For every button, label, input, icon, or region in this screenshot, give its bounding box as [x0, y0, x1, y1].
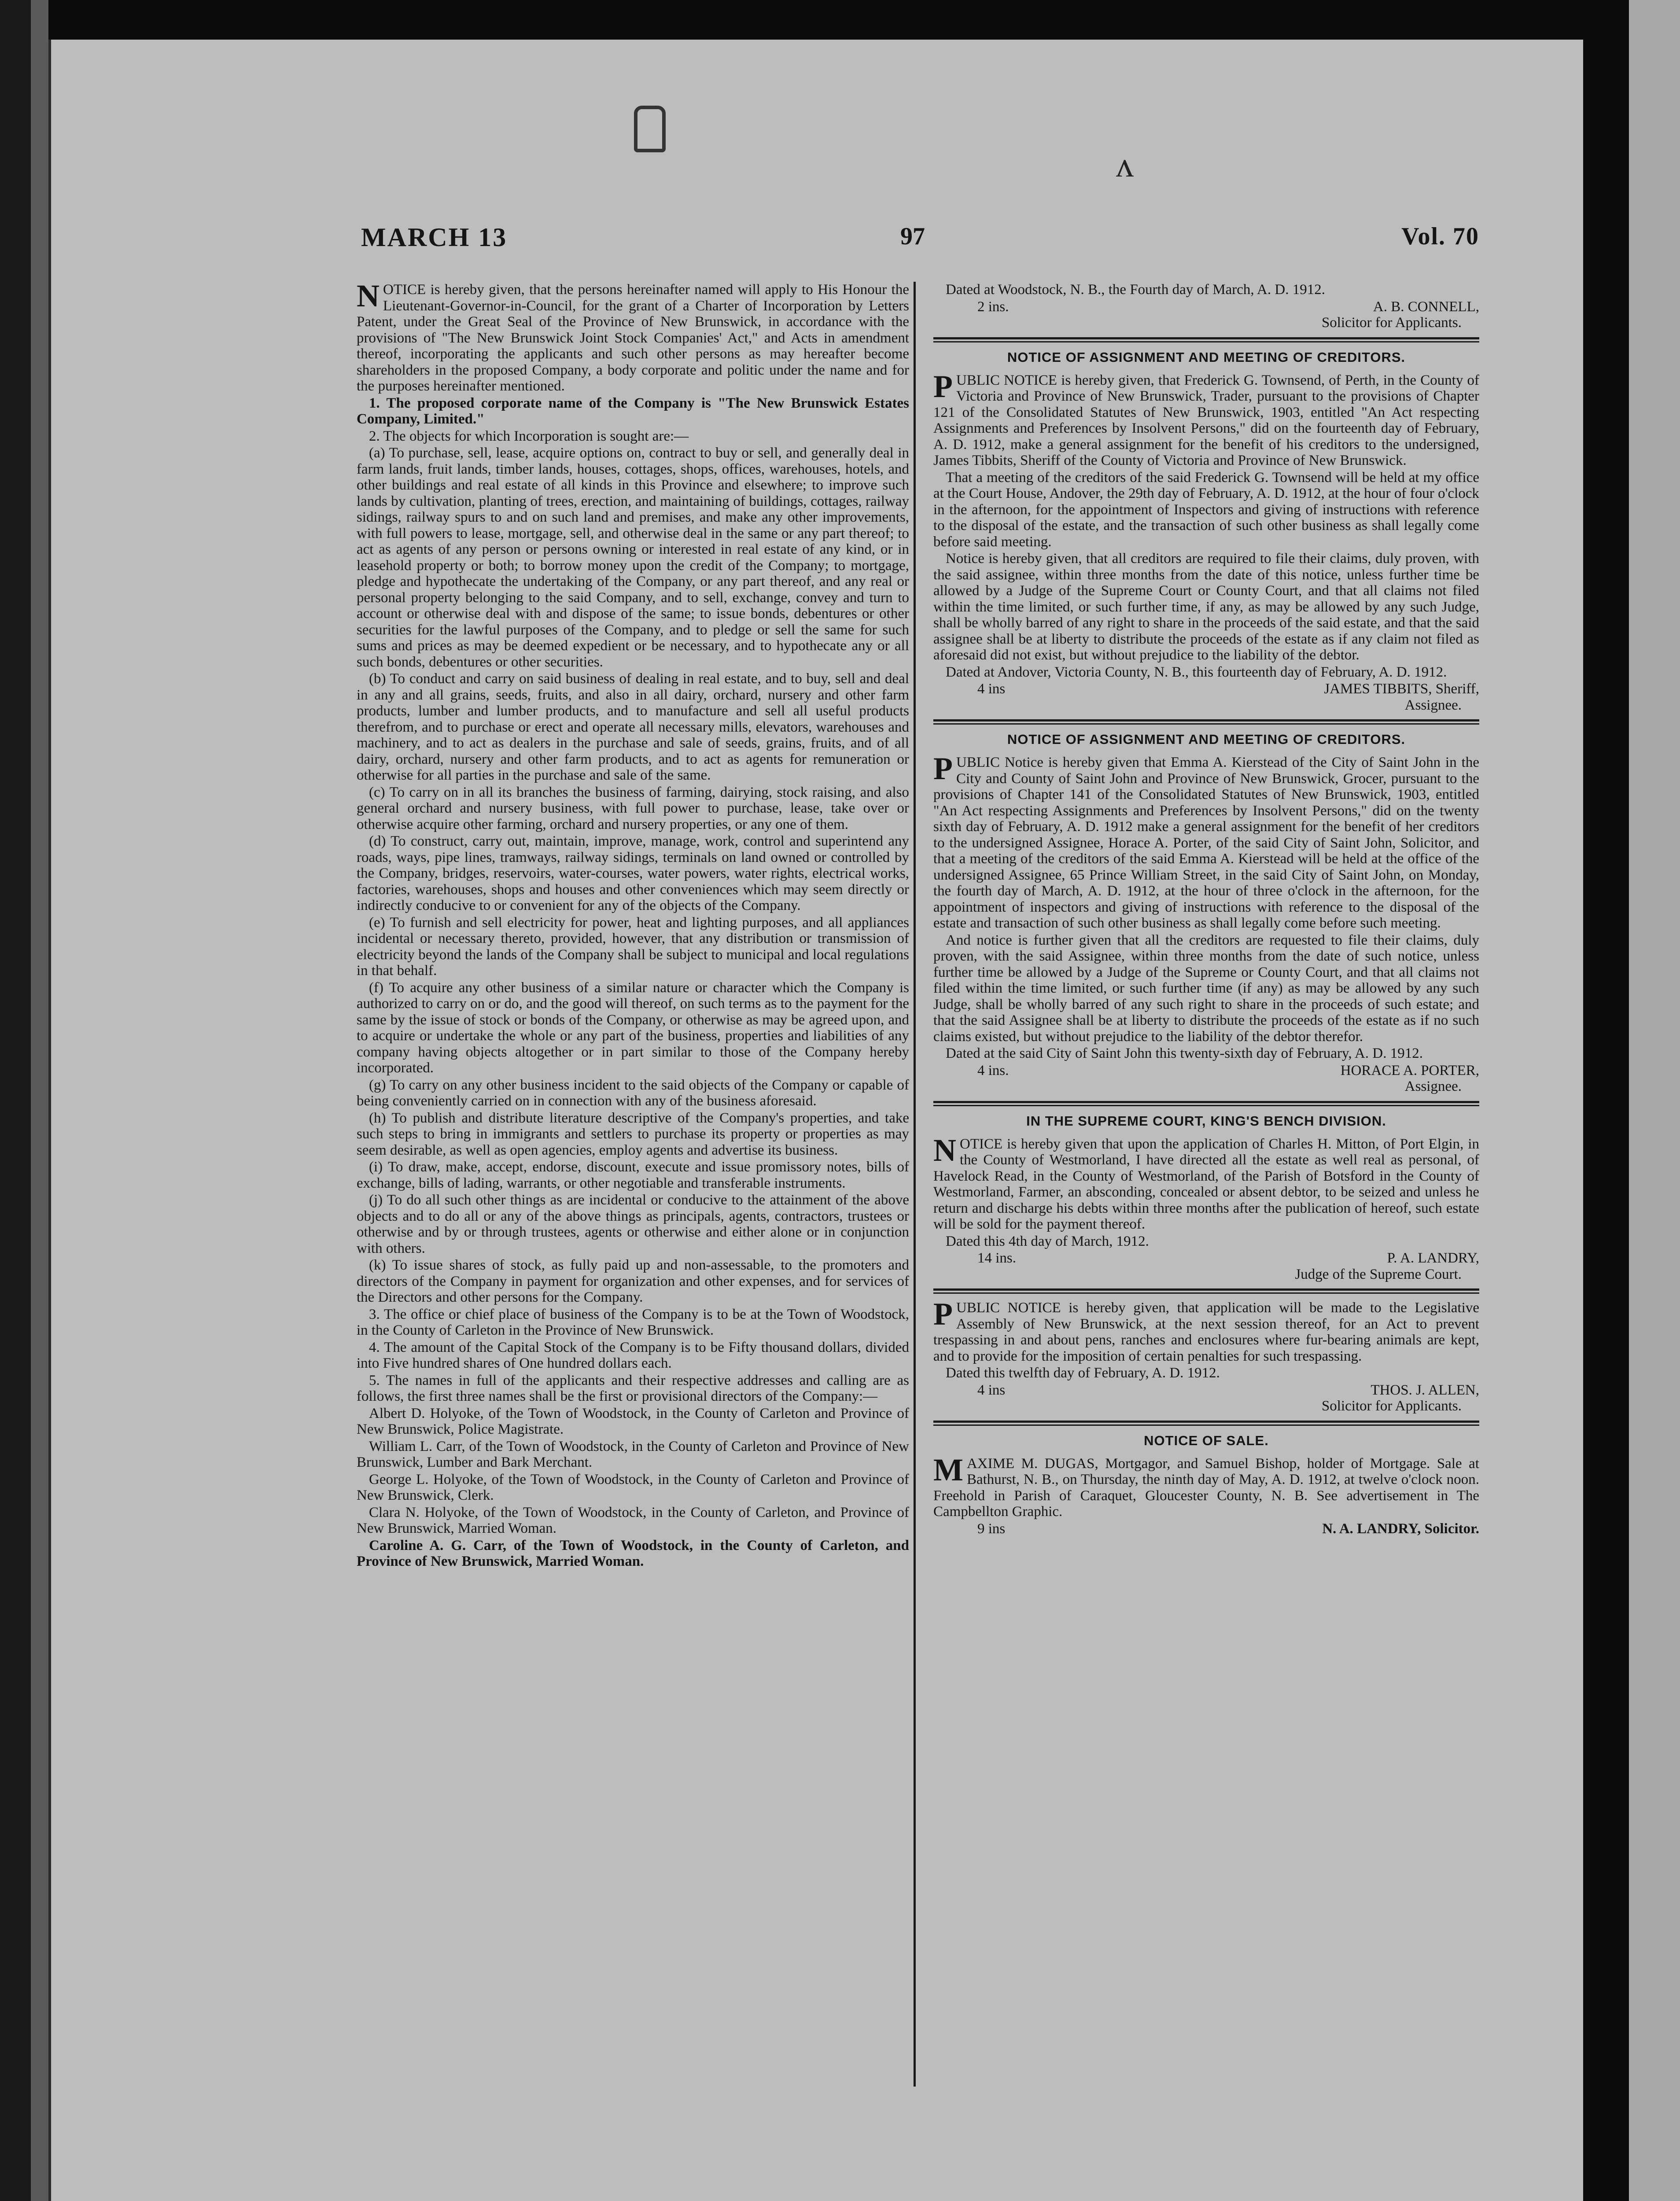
binding-edge — [31, 0, 48, 2201]
notice-paragraph: MAXIME M. DUGAS, Mortgagor, and Samuel Bishop, holder of Mortgage. Sale at Bathurst, N. B., on Thursday, the ninth day of May, A. D. 1912, at twelve o'clock noon. Freehold in Parish of Caraquet, Gloucester County, N. B. See advertisement in The Campbellton Graphic. — [933, 1452, 1479, 1520]
notice-paragraph: PUBLIC NOTICE is hereby given, that application will be made to the Legislative Assembly of New Brunswick, at the next session thereof, for an Act to prevent trespassing in and about pens, ranches and enclosures where fur-bearing animals are kept, and to provide for the imposition of certain penalties for such trespassing. — [933, 1296, 1479, 1364]
signature-row — [933, 1063, 1479, 1079]
signatory-name: THOS. J. ALLEN, — [1371, 1382, 1479, 1398]
insertion-count: 4 ins — [977, 681, 1006, 697]
dated-line: Dated this 4th day of March, 1912. — [946, 1233, 1149, 1249]
item-2i: (i) To draw, make, accept, endorse, discount, execute and issue promissory notes, bills of exchange, bills of lading, warrants, or other negotiable and transferable instruments. — [357, 1159, 909, 1191]
item-2a: (a) To purchase, sell, lease, acquire options on, contract to buy or sell, and generally deal in farm lands, fruit lands, timber lands, houses, cottages, shops, offices, warehouses, hotels, and other buildings and real estate of all kinds in this Province and elsewhere; to improve such lands by cultivation, planting of trees, erection, and maintaining of buildings, cottages, railway sidings, railway spurs to and on such land and premises, and make any other improvements, with full powers to lease, mortgage, sell, and otherwise deal in the same or any part thereof; to act as agents of any person or persons owning or interested in real estate of any kind, or in leasehold property or both; to borrow money upon the credit of the Company; to mortgage, pledge and hypothecate the undertaking of the Company, or any part thereof, and any real or personal property belonging to the said Company, and to sell, exchange, convey and turn to account or otherwise deal with and dispose of the same; to issue bonds, debentures or other securities for the lawful purposes of the Company, and to pledge or sell the same for such sums and prices as may be deemed expedient or be necessary, and to hypothecate any or all such bonds, debentures or other securities. — [357, 445, 909, 670]
signatory-title: Assignee. — [1404, 697, 1462, 713]
item-2e: (e) To furnish and sell electricity for power, heat and lighting purposes, and all appliances incidental or necessary thereto, provided, however, that any distribution or transmission of electricity beyond the lands of the Company shall be subject to municipal and local regulations in that behalf. — [357, 914, 909, 979]
applicant-entry: William L. Carr, of the Town of Woodstock, in the County of Carleton and Province of New Brunswick, Lumber and Bark Merchant. — [357, 1438, 909, 1470]
notice-paragraph: PUBLIC Notice is hereby given that Emma A. Kierstead of the City of Saint John in the City and County of Saint John and Province of New Brunswick, Grocer, pursuant to the provisions of Chapter 141 of the Consolidated Statutes of New Brunswick, 1903, entitled "An Act respecting Assignments and Preferences by Insolvent Persons," did on the twenty sixth day of February, A. D. 1912 make a general assignment for the benefit of her creditors to the undersigned Assignee, Horace A. Porter, of the said City of Saint John, Solicitor, and that a meeting of the creditors of the said Emma A. Kierstead will be held at the office of the undersigned Assignee, 65 Prince William Street, in the said City of Saint John, on Monday, the fourth day of March, A. D. 1912, at the hour of three o'clock in the afternoon, for the appointment of inspectors and giving of instructions with reference to the disposal of the estate and transaction of such other business as shall legally come before such meeting. — [933, 751, 1479, 931]
issue-date: MARCH 13 — [361, 223, 508, 252]
insertion-count: 4 ins. — [977, 1062, 1009, 1078]
signatory-name: HORACE A. PORTER, — [1340, 1062, 1479, 1078]
item-2f: (f) To acquire any other business of a similar nature or character which the Company is authorized to carry on or do, and the good will thereof, on such terms as to the payment for the same by the issue of stock or bonds of the Company, or otherwise as may be agreed upon, and to acquire or undertake the whole or any part of the business, properties and liabilities of any company having objects altogether or in part similar to those of the Company hereby incorporated. — [357, 979, 909, 1076]
item-2h: (h) To publish and distribute literature descriptive of the Company's properties, and take such steps to bring in immigrants and settlers to purchase its property or properties as may seem desirable, as well as open agencies, employ agents and advertise its business. — [357, 1110, 909, 1158]
notice-heading: IN THE SUPREME COURT, KING'S BENCH DIVISION. — [1026, 1113, 1386, 1129]
page-number: 97 — [900, 223, 925, 250]
dated-line: Dated at Woodstock, N. B., the Fourth day of March, A. D. 1912. — [946, 282, 1325, 298]
notice-heading: NOTICE OF ASSIGNMENT AND MEETING OF CREDITORS. — [1007, 349, 1406, 365]
item-4: 4. The amount of the Capital Stock of the Company is to be Fifty thousand dollars, divided into Five hundred shares of One hundred dollars each. — [357, 1339, 909, 1371]
section-rule — [933, 719, 1479, 725]
item-5: 5. The names in full of the applicants and their respective addresses and calling are as follows, the first three names shall be the first or provisional directors of the Company:— — [357, 1372, 909, 1404]
signatory-title: Solicitor for Applicants. — [1321, 315, 1462, 331]
notice-heading: NOTICE OF SALE. — [1144, 1432, 1269, 1448]
insertion-count: 9 ins — [977, 1520, 1006, 1537]
notice-paragraph: PUBLIC NOTICE is hereby given, that Frederick G. Townsend, of Perth, in the County of Victoria and Province of New Brunswick, Trader, pursuant to the provisions of Chapter 121 of the Consolidated Statutes of New Brunswick, 1903, entitled "An Act respecting Assignments and Preferences by Insolvent Persons," did on the fourteenth day of February, A. D. 1912, make a general assignment for the benefit of his creditors to the undersigned, James Tibbits, Sheriff of the County of Victoria and Province of New Brunswick. — [933, 368, 1479, 468]
signature-row — [933, 1250, 1479, 1266]
incorporation-notice-intro: NOTICE is hereby given, that the persons hereinafter named will apply to His Honour the Lieutenant-Governor-in-Council, for the grant of a Charter of Incorporation by Letters Patent, under the Great Seal of the Province of New Brunswick, in accordance with the provisions of "The New Brunswick Joint Stock Companies' Act," and Acts in amendment thereof, incorporating the applicants and such other persons as may hereafter become shareholders in the proposed Company, a body corporate and politic under the name and for the purposes hereinafter mentioned. — [357, 278, 909, 394]
insertion-count: 2 ins. — [977, 298, 1009, 315]
signatory-title: Assignee. — [1404, 1078, 1462, 1094]
signature-row — [933, 681, 1479, 697]
drop-cap: N — [933, 1132, 956, 1168]
left-column — [357, 278, 909, 1571]
drop-cap: P — [933, 751, 953, 786]
page-gap — [1581, 0, 1629, 2201]
applicant-entry: George L. Holyoke, of the Town of Woodstock, in the County of Carleton and Province of New Brunswick, Clerk. — [357, 1471, 909, 1503]
notice-heading: NOTICE OF ASSIGNMENT AND MEETING OF CREDITORS. — [1007, 732, 1406, 747]
section-rule — [933, 1101, 1479, 1106]
signatory-title: Judge of the Supreme Court. — [1295, 1266, 1462, 1282]
item-2g: (g) To carry on any other business incident to the said objects of the Company or capable of being conveniently carried on in connection with any of the business aforesaid. — [357, 1077, 909, 1109]
right-column — [933, 282, 1479, 1537]
item-2j: (j) To do all such other things as are incidental or conducive to the attainment of the above objects and to do all or any of the above things as principals, agents, contractors, trustees or otherwise and by or through trustees, agents or otherwise and either alone or in conjunction with others. — [357, 1192, 909, 1256]
item-3: 3. The office or chief place of business of the Company is to be at the Town of Woodstock, in the County of Carleton in the Province of New Brunswick. — [357, 1306, 909, 1338]
drop-cap: N — [357, 278, 379, 313]
ink-mark-small: ʌ — [1116, 146, 1134, 184]
section-rule — [933, 337, 1479, 342]
signatory-name: P. A. LANDRY, — [1387, 1250, 1479, 1266]
item-2d: (d) To construct, carry out, maintain, improve, manage, work, control and superintend any roads, ways, pipe lines, tramways, railway sidings, terminals on land owned or controlled by the Company, bridges, reservoirs, water-courses, water powers, water rights, electrical works, factories, warehouses, shops and houses and other conveniences which may seem directly or indirectly conducive to or convenient for any of the objects of the Company. — [357, 833, 909, 913]
book-binding — [0, 0, 31, 2201]
volume-number: Vol. 70 — [1401, 223, 1479, 250]
item-2: 2. The objects for which Incorporation is sought are:— — [369, 428, 689, 444]
running-head — [361, 222, 1479, 271]
drop-cap: M — [933, 1452, 963, 1487]
signatory-name: JAMES TIBBITS, Sheriff, — [1324, 681, 1479, 697]
notice-paragraph: Notice is hereby given, that all creditors are required to file their claims, duly proven, with the said assignee, within three months from the date of this notice, unless further time be allowed by a Judge of the Supreme Court or County Court, and that all claims not filed within the time limited, or such further time, if any, as may be allowed by any such Judge, shall be wholly barred of any right to share in the proceeds of the said estate, and that the said assignee shall be at liberty to distribute the proceeds of the estate as if any claim not filed as aforesaid did not exist, but without prejudice to the liability of the debtor. — [933, 551, 1479, 663]
applicant-entry: Clara N. Holyoke, of the Town of Woodstock, in the County of Carleton, and Province of New Brunswick, Married Woman. — [357, 1504, 909, 1536]
notice-paragraph: That a meeting of the creditors of the said Frederick G. Townsend will be held at my office at the Court House, Andover, the 29th day of February, A. D. 1912, at the hour of four o'clock in the afternoon, for the appointment of Inspectors and giving of instructions with reference to the disposal of the estate, and the transaction of such other business as shall legally come before said meeting. — [933, 469, 1479, 550]
signature-row — [933, 299, 1479, 315]
item-2b: (b) To conduct and carry on said business of dealing in real estate, and to buy, sell and deal in any and all grains, seeds, fruits, and also in all dairy, orchard, nursery and other farm products, lumber and lumber products, and to manufacture and sell all useful products therefrom, and to purchase or erect and operate all necessary mills, elevators, warehouses and machinery, and to act as dealers in the purchase and sale of seeds, grains, fruits, and of all dairy, orchard, nursery and other farm products, and to act as agents for remuneration or otherwise for all parties in the purchase and sale of the same. — [357, 671, 909, 783]
applicant-entry: Albert D. Holyoke, of the Town of Woodstock, in the County of Carleton and Province of New Brunswick, Police Magistrate. — [357, 1405, 909, 1437]
insertion-count: 4 ins — [977, 1382, 1006, 1398]
signature-row — [933, 1382, 1479, 1399]
signatory-name: A. B. CONNELL, — [1373, 298, 1479, 315]
adjacent-page-edge — [1629, 0, 1680, 2201]
signatory-name: N. A. LANDRY, Solicitor. — [1322, 1520, 1479, 1537]
item-2k: (k) To issue shares of stock, as fully paid up and non-assessable, to the promoters and directors of the Company in payment for organization and other expenses, and for services of the Directors and other persons for the Company. — [357, 1257, 909, 1305]
section-rule — [933, 1288, 1479, 1294]
drop-cap: P — [933, 368, 953, 404]
section-rule — [933, 1421, 1479, 1426]
drop-cap: P — [933, 1296, 953, 1332]
item-2c: (c) To carry on in all its branches the business of farming, dairying, stock raising, and also general orchard and nursery business, with full power to purchase, lease, take over or otherwise acquire other farming, orchard and nursery properties, or any one of them. — [357, 784, 909, 832]
column-divider — [914, 282, 916, 2087]
signature-row — [933, 1521, 1479, 1537]
dated-line: Dated at the said City of Saint John this twenty-sixth day of February, A. D. 1912. — [946, 1045, 1423, 1061]
item-1: 1. The proposed corporate name of the Company is "The New Brunswick Estates Company, Limited." — [357, 395, 909, 427]
notice-paragraph: And notice is further given that all the creditors are requested to file their claims, duly proven, with the said Assignee, within three months from the date of such notice, unless further time be allowed by a Judge of the Supreme or County Court, and that all claims not filed within the time limited, or such further time (if any) as may be allowed by any such Judge, shall be wholly barred of any such right to share in the proceeds of such estate; and that the said Assignee shall be at liberty to distribute the proceeds of the estate as if no such claims existed, but without prejudice to the liability of the debtor therefor. — [933, 932, 1479, 1045]
ink-mark — [634, 106, 666, 152]
notice-paragraph: NOTICE is hereby given that upon the application of Charles H. Mitton, of Port Elgin, in the County of Westmorland, I have directed all the estate as well real as personal, of Havelock Read, in the County of Westmorland, of the Parish of Botsford in the County of Westmorland, Farmer, an absconding, concealed or absent debtor, to be seized and unless he return and discharge his debts within three months after the publication of hereof, such estate will be sold for the payment thereof. — [933, 1132, 1479, 1232]
insertion-count: 14 ins. — [977, 1250, 1017, 1266]
dated-line: Dated at Andover, Victoria County, N. B., this fourteenth day of February, A. D. 1912. — [946, 664, 1447, 680]
signatory-title: Solicitor for Applicants. — [1321, 1398, 1462, 1414]
applicant-entry: Caroline A. G. Carr, of the Town of Woodstock, in the County of Carleton, and Province of New Brunswick, Married Woman. — [357, 1537, 909, 1569]
dated-line: Dated this twelfth day of February, A. D. 1912. — [946, 1365, 1220, 1381]
